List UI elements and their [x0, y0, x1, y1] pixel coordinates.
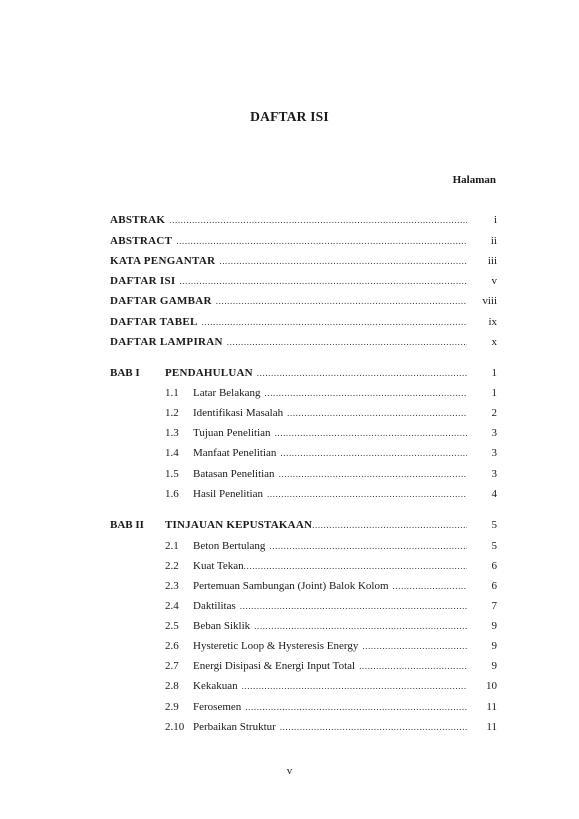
toc-section[interactable] [110, 638, 497, 654]
section-title: Identifikasi Masalah [193, 407, 284, 419]
dot-leader [245, 699, 467, 715]
toc-entry-label: DAFTAR GAMBAR [110, 295, 212, 307]
toc-entry-page: 5 [491, 519, 497, 531]
section-title: Beton Bertulang [193, 540, 266, 552]
toc-section[interactable] [110, 658, 497, 674]
section-number: 2.8 [165, 680, 179, 692]
dot-leader [257, 365, 467, 381]
toc-entry[interactable] [110, 273, 497, 289]
toc-entry-page: 4 [491, 488, 497, 500]
section-title: Latar Belakang [193, 387, 261, 399]
dot-leader [169, 212, 467, 228]
chapter-number: BAB II [110, 519, 144, 531]
section-title: Energi Disipasi & Energi Input Total [193, 660, 356, 672]
toc-entry-page: 2 [491, 407, 497, 419]
toc-entry-label: DAFTAR ISI [110, 275, 176, 287]
toc-entry-page: 5 [491, 540, 497, 552]
section-title: Hysteretic Loop & Hysteresis Energy [193, 640, 359, 652]
toc-entry-label: DAFTAR TABEL [110, 316, 198, 328]
toc-section[interactable] [110, 598, 497, 614]
toc-entry-page: 7 [491, 600, 497, 612]
toc-section[interactable] [110, 445, 497, 461]
section-title: Ferosemen [193, 701, 242, 713]
dot-leader [244, 558, 467, 574]
section-number: 2.10 [165, 721, 185, 733]
toc-section[interactable] [110, 425, 497, 441]
toc-section[interactable] [110, 558, 497, 574]
section-number: 2.1 [165, 540, 179, 552]
section-number: 1.6 [165, 488, 179, 500]
dot-leader [362, 638, 467, 654]
dot-leader [242, 678, 467, 694]
toc-entry-page: ii [490, 235, 497, 247]
toc-section[interactable] [110, 385, 497, 401]
toc-section[interactable] [110, 466, 497, 482]
toc-entry[interactable] [110, 212, 497, 228]
dot-leader [312, 517, 467, 533]
dot-leader [279, 466, 467, 482]
toc-entry[interactable] [110, 233, 497, 249]
dot-leader [265, 385, 468, 401]
section-title: Batasan Penelitian [193, 468, 275, 480]
toc-entry-page: v [491, 275, 497, 287]
dot-leader [240, 598, 467, 614]
dot-leader [359, 658, 467, 674]
toc-section[interactable] [110, 578, 497, 594]
toc-entry-page: 6 [491, 580, 497, 592]
dot-leader [179, 273, 467, 289]
dot-leader [267, 486, 467, 502]
section-number: 1.3 [165, 427, 179, 439]
toc-entry-label: ABSTRACT [110, 235, 173, 247]
toc-entry-page: 9 [491, 660, 497, 672]
section-number: 1.4 [165, 447, 179, 459]
toc-entry-label: ABSTRAK [110, 214, 166, 226]
dot-leader [227, 334, 467, 350]
section-title: Perbaikan Struktur [193, 721, 276, 733]
section-title: Kuat Tekan [193, 560, 244, 572]
toc-section[interactable] [110, 699, 497, 715]
toc-entry-page: 9 [491, 640, 497, 652]
page-title: DAFTAR ISI [250, 109, 329, 124]
toc-entry-page: 3 [491, 468, 497, 480]
toc-entry-page: ix [488, 316, 497, 328]
toc-entry-page: 1 [491, 367, 497, 379]
section-title: Beban Siklik [193, 620, 251, 632]
chapter-title: TINJAUAN KEPUSTAKAAN [165, 519, 313, 531]
toc-entry-page: 10 [486, 680, 497, 692]
toc-entry[interactable] [110, 334, 497, 350]
toc-section[interactable] [110, 538, 497, 554]
dot-leader [202, 314, 467, 330]
toc-entry[interactable] [110, 314, 497, 330]
toc-entry-label: DAFTAR LAMPIRAN [110, 336, 223, 348]
toc-entry[interactable] [110, 253, 497, 269]
dot-leader [269, 538, 467, 554]
toc-entry[interactable] [110, 293, 497, 309]
section-number: 1.1 [165, 387, 179, 399]
section-title: Hasil Penelitian [193, 488, 263, 500]
toc-section[interactable] [110, 719, 497, 735]
section-number: 2.6 [165, 640, 179, 652]
section-title: Pertemuan Sambungan (Joint) Balok Kolom [193, 580, 389, 592]
toc-entry-page: i [493, 214, 497, 226]
toc-entry-page: 9 [491, 620, 497, 632]
toc-section[interactable] [110, 486, 497, 502]
section-number: 2.4 [165, 600, 179, 612]
dot-leader [280, 445, 467, 461]
toc-entry-page: viii [482, 295, 497, 307]
toc-entry-label: KATA PENGANTAR [110, 255, 216, 267]
toc-chapter[interactable] [110, 365, 497, 381]
chapter-title: PENDAHULUAN [165, 367, 253, 379]
toc-entry-page: 11 [486, 721, 497, 733]
toc-entry-page: 6 [491, 560, 497, 572]
page-column-header: Halaman [452, 174, 496, 186]
dot-leader [280, 719, 467, 735]
toc-section[interactable] [110, 678, 497, 694]
dot-leader [219, 253, 467, 269]
toc-entry-page: iii [487, 255, 497, 267]
toc-entry-page: 3 [491, 427, 497, 439]
toc-chapter[interactable] [110, 517, 497, 533]
dot-leader [216, 293, 467, 309]
dot-leader [275, 425, 467, 441]
chapter-number: BAB I [110, 367, 140, 379]
section-title: Manfaat Penelitian [193, 447, 277, 459]
toc-entry-page: 3 [491, 447, 497, 459]
section-number: 2.5 [165, 620, 179, 632]
page-number: v [286, 765, 293, 777]
section-title: Daktilitas [193, 600, 236, 612]
section-number: 2.9 [165, 701, 179, 713]
section-title: Tujuan Penelitian [193, 427, 271, 439]
section-title: Kekakuan [193, 680, 238, 692]
section-number: 2.7 [165, 660, 179, 672]
toc-section[interactable] [110, 618, 497, 634]
dot-leader [254, 618, 467, 634]
dot-leader [176, 233, 467, 249]
toc-entry-page: 1 [491, 387, 497, 399]
toc-entry-page: x [491, 336, 497, 348]
section-number: 1.5 [165, 468, 179, 480]
toc-entry-page: 11 [486, 701, 497, 713]
section-number: 2.2 [165, 560, 179, 572]
section-number: 2.3 [165, 580, 179, 592]
toc-section[interactable] [110, 405, 497, 421]
section-number: 1.2 [165, 407, 179, 419]
dot-leader [287, 405, 467, 421]
dot-leader [393, 578, 467, 594]
